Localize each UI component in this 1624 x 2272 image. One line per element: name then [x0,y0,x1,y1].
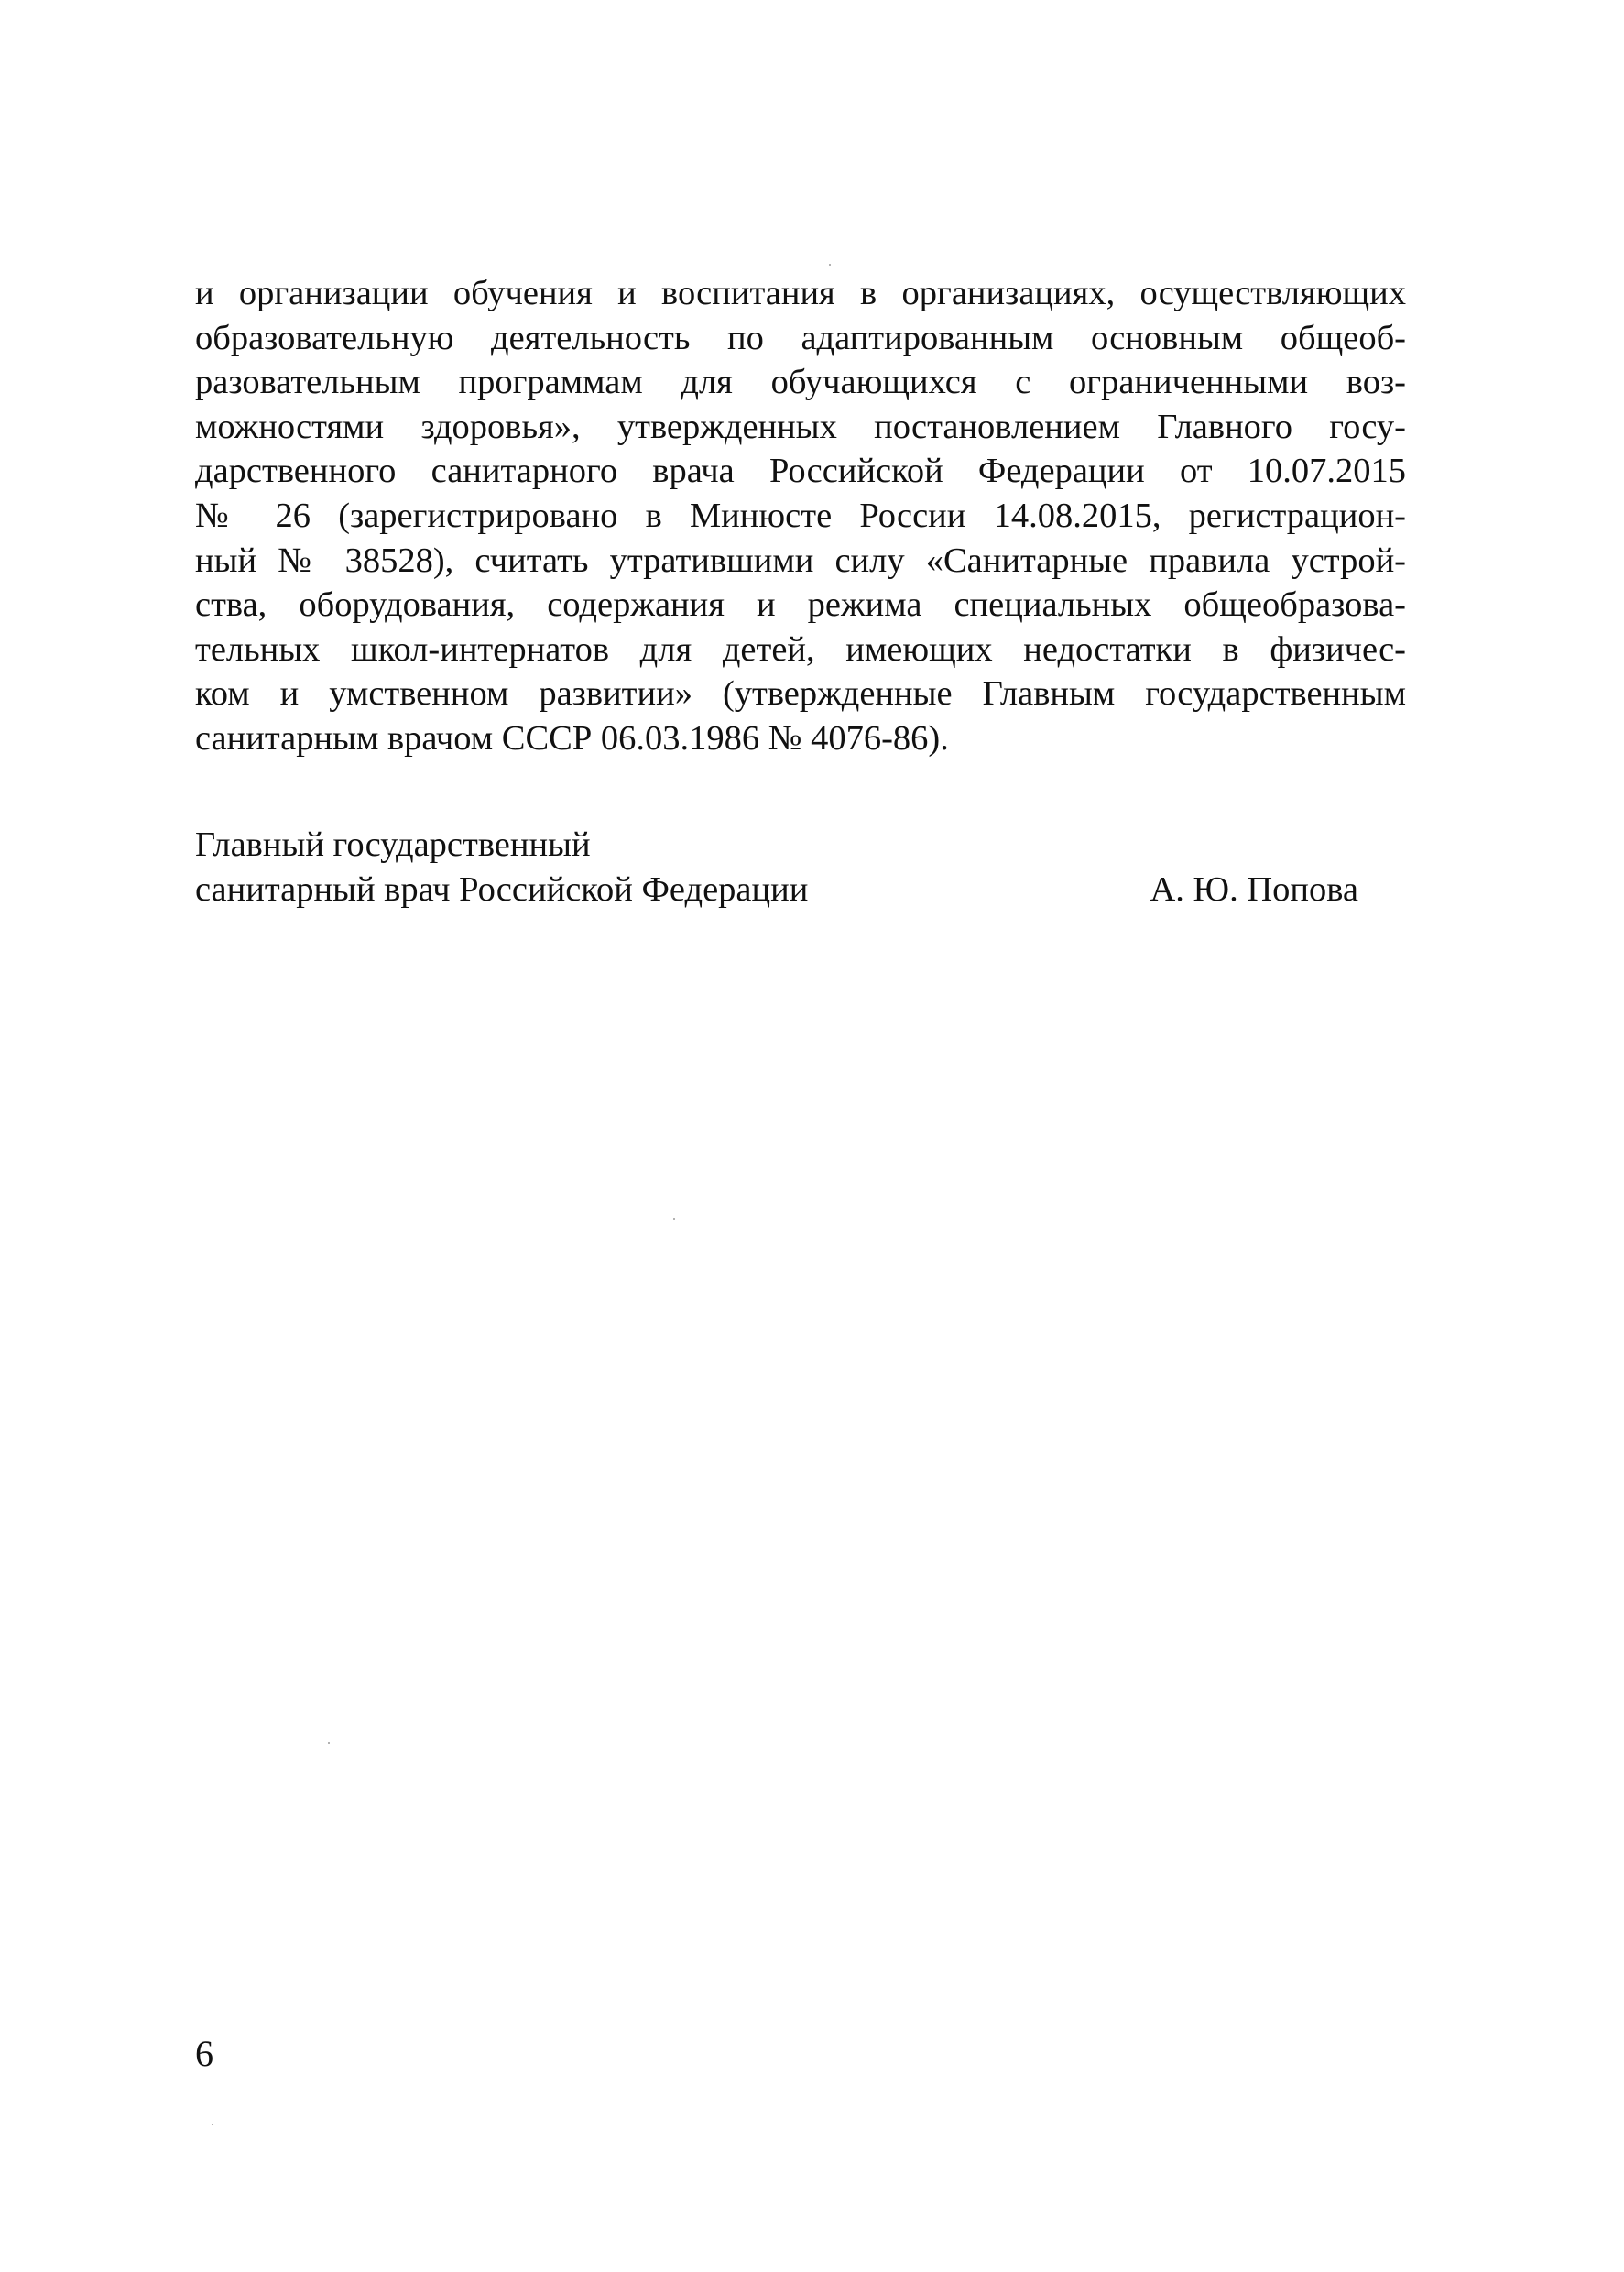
scan-speck [829,264,831,266]
paragraph-line-1: и организации обучения и воспитания в организациях, осуществляющих [195,274,1406,312]
paragraph-line-4: можностями здоровья», утвержденных постановлением Главного госу- [195,407,1406,446]
paragraph-line-6: № 26 (зарегистрировано в Минюсте России 14.08.2015, регистрацион- [195,496,1406,535]
page-number: 6 [195,2033,213,2074]
scan-speck [212,2124,213,2125]
signatory-title-line-2: санитарный врач Российской Федерации [195,870,809,909]
paragraph-line-7: ный № 38528), считать утратившими силу «Санитарные правила устрой- [195,541,1406,580]
paragraph-line-9: тельных школ-интернатов для детей, имеющих недостатки в физичес- [195,629,1406,669]
paragraph-line-8: ства, оборудования, содержания и режима специальных общеобразова- [195,585,1406,625]
paragraph-line-10: ком и умственном развитии» (утвержденные Главным государственным [195,674,1406,714]
paragraph-line-3: разовательным программам для обучающихся с ограниченными воз- [195,363,1406,402]
signatory-title-line-1: Главный государственный [195,825,591,864]
scan-speck [328,1742,330,1744]
paragraph-line-5: дарственного санитарного врача Российской Федерации от 10.07.2015 [195,452,1406,491]
signature-block [195,823,1358,912]
body-paragraph [195,271,1406,761]
scan-speck [673,1218,675,1220]
signatory-name: А. Ю. Попова [1150,870,1358,909]
paragraph-line-11: санитарным врачом СССР 06.03.1986 № 4076-86). [195,718,949,758]
paragraph-line-2: образовательную деятельность по адаптированным основным общеоб- [195,318,1406,357]
